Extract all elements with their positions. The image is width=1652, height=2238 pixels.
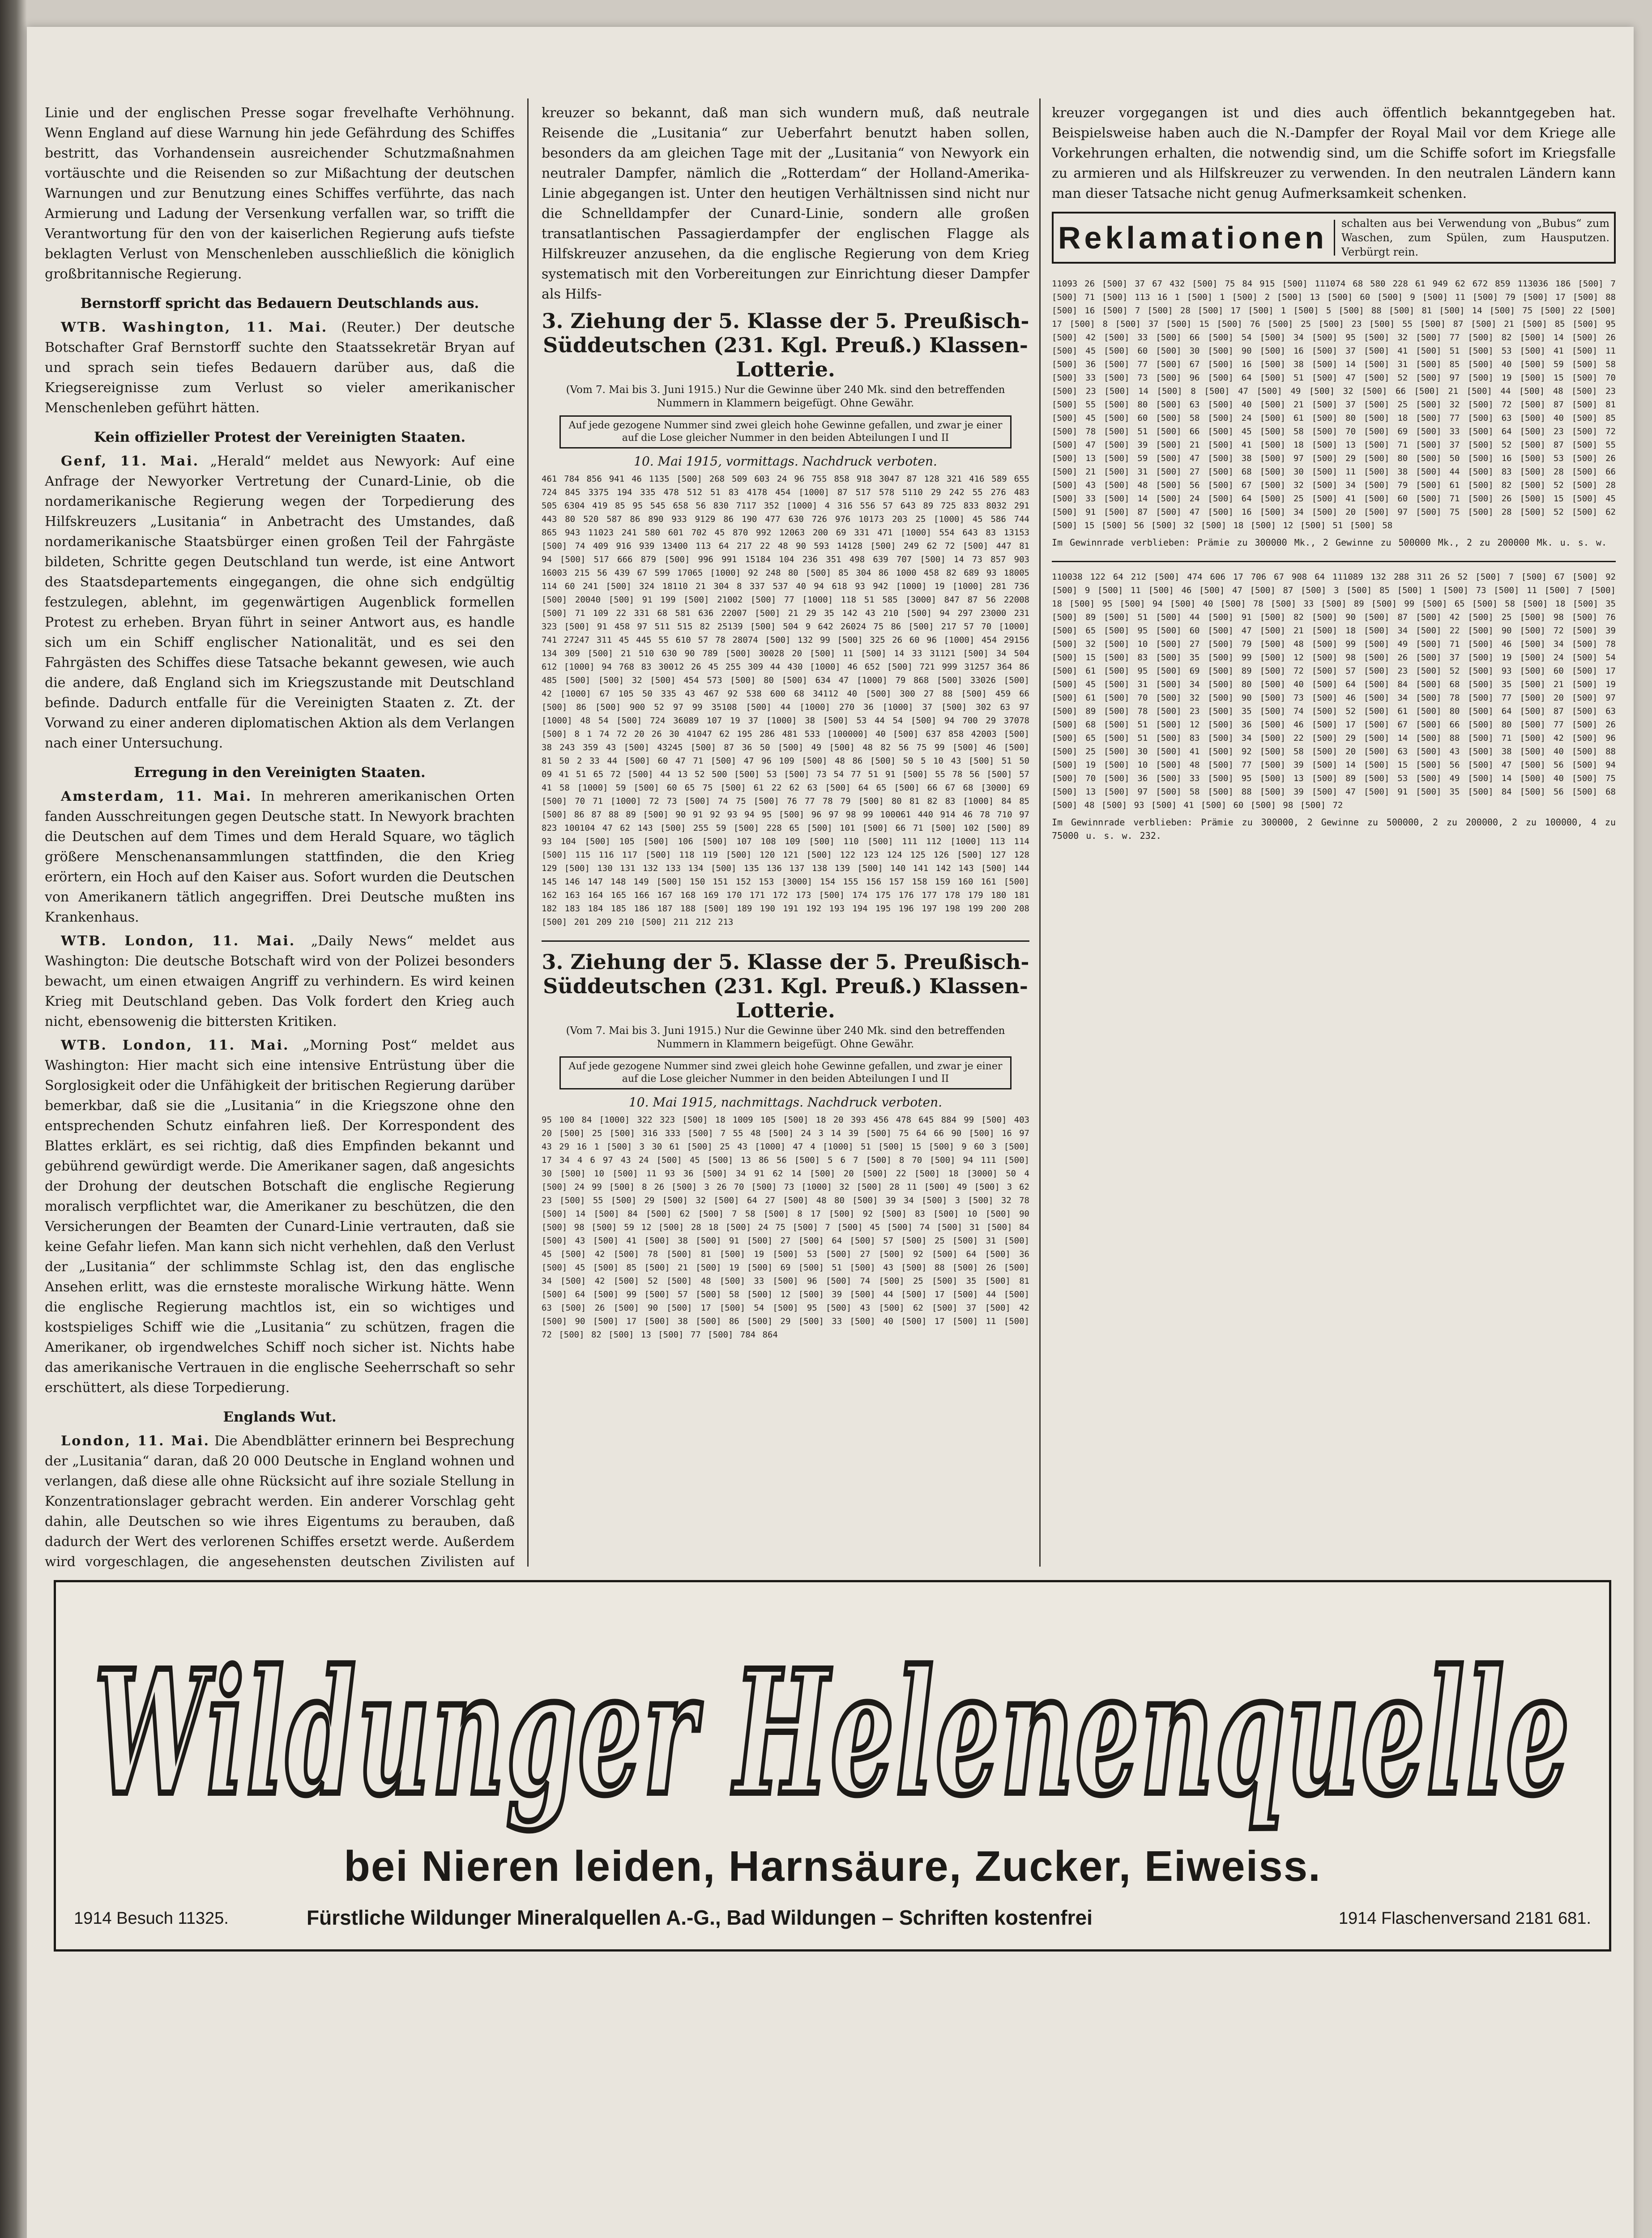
- lottery-list-afternoon: [542, 950, 1029, 1341]
- article-paragraph: [45, 1431, 515, 1571]
- reklamationen-ad: [1052, 212, 1616, 264]
- column-rule: [527, 98, 529, 1567]
- continuation-paragraph: kreuzer vorgegangen ist und dies auch öffentlich bekanntgegeben hat. Beispielsweise haben auch die N.-Dampfer der Royal Mail vor dem Kriege alle Vorkehrungen erhalten, die notwendig sind, um die Schiffe sofort im Kriegsfalle zu armieren und als Hilfskreuzer zu verwenden. In den neutralen Ländern kann man dieser Tatsache nicht genug Aufmerksamkeit schenken.: [1052, 105, 1616, 201]
- continuation-paragraph: kreuzer so bekannt, daß man sich wundern muß, daß neutrale Reisende die „Lusitania“ zur Ueberfahrt benutzt haben sollen, besonders da am gleichen Tage mit der „Lusitania“ von Newyork ein neutraler Dampfer, nämlich die „Rotterdam“ der Holland-Amerika-Linie abgegangen ist. Unter den heutigen Verhältnissen sind nicht nur die Schnelldampfer der Cunard-Linie, sondern alle großen transatlantischen Passagierdampfer der englischen Flagge als Hilfskreuzer anzusehen, da die englische Regierung von dem Krieg systematisch mit den Vorbereitungen zur Einrichtung dieser Dampfer als Hilfs-: [542, 105, 1029, 302]
- lottery-date: 10. Mai 1915, nachmittags. Nachdruck verboten.: [628, 1095, 943, 1110]
- lottery-title: 3. Ziehung der 5. Klasse der 5. Preußisch-Süddeutschen (231. Kgl. Preuß.) Klassen-Lotterie.: [542, 309, 1029, 381]
- headline-excitement: Erregung in den Vereinigten Staaten.: [134, 765, 426, 781]
- reklamationen-text: schalten aus bei Verwendung von „Bubus“ zum Waschen, zum Spülen, zum Hausputzen. Verbürgt rein.: [1341, 217, 1609, 258]
- dateline: WTB. London, 11. Mai.: [61, 1038, 290, 1053]
- article-paragraph: [45, 317, 515, 418]
- lower-page-blank: [45, 1965, 1616, 2238]
- dateline: WTB. London, 11. Mai.: [61, 933, 296, 949]
- dateline: WTB. Washington, 11. Mai.: [61, 320, 328, 335]
- article-text: (Reuter.) Der deutsche Botschafter Graf Bernstorff suchte den Staatssekretär Bryan auf und sprach sein tiefes Bedauern darüber aus, daß die Kriegsereignisse zum Verlust so vieler amerikanischer Menschenleben geführt hätten.: [45, 320, 515, 416]
- column-rule: [1039, 98, 1041, 1567]
- lottery-note: (Vom 7. Mai bis 3. Juni 1915.) Nur die Gewinne über 240 Mk. sind den betreffenden Nummern in Klammern beigefügt. Ohne Gewähr.: [566, 1025, 1005, 1050]
- lottery-date: 10. Mai 1915, vormittags. Nachdruck verboten.: [634, 454, 937, 469]
- ad-script-headline: [56, 1582, 1609, 1949]
- newspaper-page: [27, 27, 1634, 2238]
- lottery-numbers: 95 100 84 [1000] 322 323 [500] 18 1009 105 [500] 18 20 393 456 478 645 884 99 [500] 403 20 [500] 25 [500] 316 333 [500] 7 55 48 [500] 24 3 14 39 [500] 75 64 66 90 [500] 16 97 43 29 16 1 [500] 3 30 61 [500] 25 43 [1000] 47 4 [1000] 51 [500] 15 [500] 9 60 3 [500] 17 34 4 6 97 43 24 [500] 45 [500] 13 86 56 [500] 5 6 7 [500] 8 70 [500] 94 111 [500] 30 [500] 10 [500] 11 93 36 [500] 34 91 62 14 [500] 20 [500] 22 [500] 18 [3000] 50 4 [500] 24 99 [500] 8 26 [500] 3 26 70 [500] 73 [1000] 32 [500] 28 11 [500] 49 [500] 3 62 23 [500] 55 [500] 29 [500] 32 [500] 64 27 [500] 48 80 [500] 39 34 [500] 3 [500] 32 78 [500] 14 [500] 84 [500] 62 [500] 7 58 [500] 8 17 [500] 92 [500] 83 [500] 10 [500] 90 [500] 98 [500] 59 12 [500] 28 18 [500] 24 75 [500] 7 [500] 45 [500] 74 [500] 31 [500] 84 [500] 43 [500] 41 [500] 38 [500] 91 [500] 27 [500] 64 [500] 57 [500] 25 [500] 31 [500] 45 [500] 42 [500] 78 [500] 81 [500] 19 [500] 53 [500] 27 [500] 92 [500] 64 [500] 36 [500] 45 [500] 85 [500] 21 [500] 19 [500] 69 [500] 51 [500] 43 [500] 88 [500] 26 [500] 34 [500] 42 [500] 52 [500] 48 [500] 33 [500] 96 [500] 74 [500] 25 [500] 35 [500] 81 [500] 64 [500] 99 [500] 57 [500] 58 [500] 12 [500] 39 [500] 44 [500] 17 [500] 44 [500] 63 [500] 26 [500] 90 [500] 17 [500] 54 [500] 95 [500] 43 [500] 62 [500] 37 [500] 42 [500] 90 [500] 17 [500] 38 [500] 86 [500] 29 [500] 33 [500] 40 [500] 17 [500] 11 [500] 72 [500] 82 [500] 13 [500] 77 [500] 784 864: [542, 1115, 1029, 1340]
- headline-no-protest: Kein offizieller Protest der Vereinigten Staaten.: [94, 429, 466, 445]
- article-text: „Herald“ meldet aus Newyork: Auf eine Anfrage der Newyorker Vertretung der Cunard-Linie, ob die nordamerikanische Regierung wegen der Torpedierung des Hilfskreuzers „Lusitania“ in Anbetracht des Umstandes, daß nordamerikanische Staatsbürger einen großen Teil der Fahrgäste bildeten, Schritte gegen Deutschland tun werde, ist eine Antwort des Staatsdepartements eingegangen, die ohne sich endgültig festzulegen, ablehnt, im gegenwärtigen Augenblick formellen Protest zu erheben. Bryan führt in seiner Antwort aus, es handle sich um ein Schiff englischer Nationalität, und es sei den Fahrgästen des Schiffes diese Tatsache bekannt gewesen, wie auch die andere, daß England sich im Kriegszustande mit Deutschland befinde. Dadurch entfalle für die Vereinigten Staaten z. Zt. der Vorwand zu einer anderen diplomatischen Aktion als dem Verlangen nach einer Untersuchung.: [45, 453, 515, 751]
- lottery-numbers: 11093 26 [500] 37 67 432 [500] 75 84 915 [500] 111074 68 580 228 61 949 62 672 859 113036 186 [500] 7 [500] 71 [500] 113 16 1 [500] 1 [500] 2 [500] 13 [500] 60 [500] 9 [500] 11 [500] 79 [500] 17 [500] 88 [500] 16 [500] 7 [500] 28 [500] 17 [500] 1 [500] 5 [500] 88 [500] 81 [500] 14 [500] 75 [500] 22 [500] 17 [500] 8 [500] 37 [500] 15 [500] 76 [500] 25 [500] 23 [500] 55 [500] 87 [500] 21 [500] 85 [500] 95 [500] 42 [500] 33 [500] 66 [500] 54 [500] 34 [500] 95 [500] 32 [500] 77 [500] 82 [500] 14 [500] 26 [500] 45 [500] 60 [500] 30 [500] 90 [500] 16 [500] 37 [500] 41 [500] 51 [500] 53 [500] 41 [500] 11 [500] 36 [500] 77 [500] 67 [500] 16 [500] 38 [500] 14 [500] 31 [500] 85 [500] 40 [500] 59 [500] 58 [500] 33 [500] 73 [500] 96 [500] 64 [500] 51 [500] 47 [500] 52 [500] 97 [500] 19 [500] 15 [500] 70 [500] 23 [500] 14 [500] 8 [500] 47 [500] 49 [500] 32 [500] 66 [500] 21 [500] 44 [500] 48 [500] 23 [500] 55 [500] 80 [500] 63 [500] 40 [500] 21 [500] 37 [500] 25 [500] 32 [500] 72 [500] 87 [500] 81 [500] 45 [500] 60 [500] 58 [500] 24 [500] 61 [500] 80 [500] 18 [500] 77 [500] 63 [500] 40 [500] 85 [500] 78 [500] 51 [500] 66 [500] 45 [500] 58 [500] 70 [500] 69 [500] 33 [500] 64 [500] 23 [500] 72 [500] 47 [500] 39 [500] 21 [500] 41 [500] 18 [500] 13 [500] 71 [500] 37 [500] 52 [500] 87 [500] 55 [500] 13 [500] 59 [500] 47 [500] 38 [500] 97 [500] 29 [500] 80 [500] 50 [500] 16 [500] 53 [500] 26 [500] 21 [500] 31 [500] 27 [500] 68 [500] 30 [500] 11 [500] 38 [500] 44 [500] 83 [500] 28 [500] 66 [500] 43 [500] 48 [500] 56 [500] 67 [500] 32 [500] 34 [500] 79 [500] 61 [500] 82 [500] 52 [500] 28 [500] 33 [500] 14 [500] 24 [500] 64 [500] 25 [500] 41 [500] 60 [500] 71 [500] 26 [500] 15 [500] 45 [500] 91 [500] 87 [500] 47 [500] 16 [500] 34 [500] 20 [500] 97 [500] 75 [500] 28 [500] 52 [500] 62 [500] 15 [500] 56 [500] 32 [500] 18 [500] 12 [500] 51 [500] 58: [1052, 279, 1616, 530]
- lottery-numbers: 461 784 856 941 46 1135 [500] 268 509 603 24 96 755 858 918 3047 87 128 321 416 589 655 724 845 3375 194 335 478 512 51 83 4178 454 [1000] 87 517 578 5110 29 242 55 276 483 505 6304 419 85 95 545 658 56 830 7117 352 [1000] 4 316 556 57 643 89 725 833 8032 291 443 80 520 587 86 890 933 9129 86 190 477 630 726 976 10173 203 25 [1000] 45 586 744 865 943 11023 241 580 601 702 45 870 992 12063 200 69 331 471 [1000] 554 643 83 13153 [500] 74 409 916 939 13400 113 64 217 22 48 90 593 14128 [500] 249 62 72 [500] 447 81 94 [500] 517 666 879 [500] 996 991 15184 104 236 351 498 639 707 [500] 14 73 857 903 16003 215 56 439 67 599 17065 [1000] 92 248 80 [500] 85 304 86 1000 458 82 689 93 18005 114 60 241 [500] 324 18110 21 304 8 337 537 40 94 618 93 942 [1000] 19 [1000] 281 736 [500] 20040 [500] 91 199 [500] 21002 [500] 77 [1000] 118 51 585 [3000] 847 87 56 22008 [500] 71 109 22 331 68 581 636 22007 [500] 21 29 35 142 43 210 [500] 94 297 23000 231 323 [500] 91 458 97 511 515 82 25139 [500] 504 9 642 26024 75 86 [500] 217 57 70 [1000] 741 27247 311 45 445 55 610 57 78 28074 [500] 132 99 [500] 325 26 60 96 [1000] 454 29156 134 309 [500] 21 510 630 90 789 [500] 30028 20 [500] 11 [500] 14 33 31121 [500] 34 504 612 [1000] 94 768 83 30012 26 45 255 309 44 430 [1000] 46 652 [500] 721 999 31257 364 86 485 [500] [500] 32 [500] 454 573 [500] 80 [500] 634 47 [1000] 79 868 [500] 33026 [500] 42 [1000] 67 105 50 335 43 467 92 538 600 68 34112 40 [500] 300 27 88 [500] 459 66 [500] 86 [500] 900 52 97 99 35108 [500] 44 [1000] 270 36 [1000] 37 [500] 302 63 97 [1000] 48 54 [500] 724 36089 107 19 37 [1000] 38 [500] 53 44 54 [500] 94 700 29 37078 [500] 8 1 74 72 20 26 30 41047 62 195 286 481 533 [100000] 40 [500] 637 858 42003 [500] 38 243 359 43 [500] 43245 [500] 87 36 50 [500] 49 [500] 48 82 56 75 99 [500] 46 [500] 81 50 2 33 44 [500] 60 47 71 [500] 47 96 109 [500] 48 86 [500] 50 5 10 43 [500] 51 50 09 41 51 65 72 [500] 44 13 52 500 [500] 53 [500] 73 54 77 51 91 [500] 55 78 56 [500] 57 41 58 [1000] 59 [500] 60 65 75 [500] 61 22 62 63 [500] 64 65 [500] 66 67 68 [3000] 69 [500] 70 71 [1000] 72 73 [500] 74 75 [500] 76 77 78 79 [500] 80 81 82 83 [1000] 84 85 [500] 86 87 88 89 [500] 90 91 92 93 94 95 [500] 96 97 98 99 100061 440 914 46 78 710 97 823 100104 47 62 143 [500] 255 59 [500] 228 65 [500] 101 [500] 66 71 [500] 102 [500] 89 93 104 [500] 105 [500] 106 [500] 107 108 109 [500] 110 [500] 111 112 [1000] 113 114 [500] 115 116 117 [500] 118 119 [500] 120 121 [500] 122 123 124 125 126 [500] 127 128 129 [500] 130 131 132 133 134 [500] 135 136 137 138 139 [500] 140 141 142 143 [500] 144 145 146 147 148 149 [500] 150 151 152 153 [3000] 154 155 156 157 158 159 160 161 [500] 162 163 164 165 166 167 168 169 170 171 172 173 [500] 174 175 176 177 178 179 180 181 182 183 184 185 186 187 188 [500] 189 190 191 192 193 194 195 196 197 198 199 200 208 [500] 201 209 210 [500] 211 212 213: [542, 474, 1029, 927]
- lottery-note: (Vom 7. Mai bis 3. Juni 1915.) Nur die Gewinne über 240 Mk. sind den betreffenden Nummern in Klammern beigefügt. Ohne Gewähr.: [566, 384, 1005, 409]
- lottery-remaining-note: Im Gewinnrade verblieben: Prämie zu 300000, 2 Gewinne zu 500000, 2 zu 200000, 2 zu 100000, 4 zu 75000 u. s. w. 232.: [1052, 817, 1616, 841]
- article-paragraph: [45, 1035, 515, 1398]
- middle-column: [542, 103, 1029, 1571]
- section-divider: [542, 940, 1029, 942]
- section-divider: [1052, 561, 1616, 562]
- lottery-notice-box: Auf jede gezogene Nummer sind zwei gleich hohe Gewinne gefallen, und zwar je einer auf die Lose gleicher Nummer in den beiden Abteilungen I und II: [559, 415, 1012, 448]
- article-text: „Daily News“ meldet aus Washington: Die deutsche Botschaft wird von der Polizei besonders bewacht, um einen etwaigen Angriff zu verhindern. Es wird keinen Krieg mit Deutschland geben. Das Volk fordert den Krieg auch nicht, ebensowenig die bittersten Kritiken.: [45, 933, 515, 1029]
- right-column: [1052, 103, 1616, 1571]
- headline-england-rage: Englands Wut.: [223, 1409, 337, 1425]
- ad-headline: Wildunger Helenenquelle: [94, 1633, 1571, 1833]
- article-paragraph: [45, 931, 515, 1032]
- page-binding: [0, 0, 27, 2238]
- lottery-notice-box: Auf jede gezogene Nummer sind zwei gleich hohe Gewinne gefallen, und zwar je einer auf die Lose gleicher Nummer in den beiden Abteilungen I und II: [559, 1056, 1012, 1089]
- ad-visitors: 1914 Besuch 11325.: [74, 1909, 229, 1928]
- ad-company: Fürstliche Wildunger Mineralquellen A.-G., Bad Wildungen – Schriften kostenfrei: [307, 1906, 1093, 1929]
- dateline: Genf, 11. Mai.: [61, 453, 200, 469]
- dateline: London, 11. Mai.: [61, 1433, 210, 1449]
- article-text: In mehreren amerikanischen Orten fanden Ausschreitungen gegen Deutsche statt. In Newyork brachten die Deutschen auf dem Times und dem Herald Square, wo täglich größere Menschenansammlungen stattfinden, die den Krieg erörtern, ein Hoch auf den Kaiser aus. Sofort wurden die Deutschen von Amerikanern tätlich angegriffen. Drei Deutsche mußten ins Krankenhaus.: [45, 789, 515, 925]
- article-text: „Morning Post“ meldet aus Washington: Hier macht sich eine intensive Entrüstung über die Sorglosigkeit oder die Unfähigkeit der britischen Regierung darüber bemerkbar, daß sie die „Lusitania“ in die Kriegszone ohne den entsprechenden Schutz einfahren ließ. Der Korrespondent des Blattes erklärt, es sei richtig, daß dies Empfinden bekannt und gebührend gewürdigt werde. Die Amerikaner sagen, daß angesichts der Drohung der deutschen Botschaft die englische Regierung moralisch verpflichtet war, die Amerikaner zu beschützen, die den Versicherungen der Beamten der Cunard-Linie vertrauten, daß sie keine Gefahr liefen. Man kann sich nicht verhehlen, daß den Verlust der „Lusitania“ der schlimmste Schlag ist, den das englische Ansehen erlitt, was die ernsteste moralische Wirkung hätte. Wenn die englische Regierung machtlos ist, ein so wichtiges und kostspieliges Schiff wie die „Lusitania“ zu schützen, fragen die Amerikaner, ob irgendwelches Schiff noch sicher ist. Nichts habe das amerikanische Vertrauen in die englische Seeherrschaft so sehr erschüttert, als diese Torpedierung.: [45, 1038, 515, 1396]
- reklamationen-heading: Reklamationen: [1058, 220, 1335, 256]
- ad-subline: bei Nieren leiden, Harnsäure, Zucker, Eiweiss.: [344, 1842, 1321, 1890]
- lottery-numbers: 110038 122 64 212 [500] 474 606 17 706 67 908 64 111089 132 288 311 26 52 [500] 7 [500] 67 [500] 92 [500] 9 [500] 11 [500] 46 [500] 47 [500] 87 [500] 3 [500] 85 [500] 1 [500] 73 [500] 11 [500] 7 [500] 18 [500] 95 [500] 94 [500] 40 [500] 78 [500] 33 [500] 89 [500] 99 [500] 65 [500] 58 [500] 18 [500] 35 [500] 89 [500] 51 [500] 44 [500] 91 [500] 82 [500] 90 [500] 87 [500] 42 [500] 25 [500] 98 [500] 76 [500] 65 [500] 95 [500] 60 [500] 47 [500] 21 [500] 18 [500] 34 [500] 22 [500] 90 [500] 72 [500] 39 [500] 32 [500] 10 [500] 27 [500] 79 [500] 48 [500] 99 [500] 49 [500] 71 [500] 46 [500] 34 [500] 78 [500] 15 [500] 83 [500] 35 [500] 99 [500] 12 [500] 98 [500] 26 [500] 37 [500] 19 [500] 24 [500] 54 [500] 61 [500] 95 [500] 69 [500] 89 [500] 72 [500] 57 [500] 23 [500] 52 [500] 93 [500] 60 [500] 17 [500] 45 [500] 31 [500] 34 [500] 80 [500] 40 [500] 64 [500] 84 [500] 68 [500] 35 [500] 21 [500] 19 [500] 61 [500] 70 [500] 32 [500] 90 [500] 73 [500] 46 [500] 34 [500] 78 [500] 77 [500] 20 [500] 97 [500] 89 [500] 78 [500] 23 [500] 35 [500] 74 [500] 52 [500] 61 [500] 80 [500] 64 [500] 87 [500] 63 [500] 68 [500] 51 [500] 12 [500] 36 [500] 46 [500] 17 [500] 67 [500] 66 [500] 80 [500] 77 [500] 26 [500] 65 [500] 51 [500] 83 [500] 34 [500] 22 [500] 29 [500] 14 [500] 88 [500] 71 [500] 42 [500] 96 [500] 25 [500] 30 [500] 41 [500] 92 [500] 58 [500] 20 [500] 63 [500] 43 [500] 38 [500] 40 [500] 88 [500] 19 [500] 10 [500] 48 [500] 77 [500] 39 [500] 14 [500] 15 [500] 56 [500] 47 [500] 56 [500] 94 [500] 70 [500] 36 [500] 33 [500] 95 [500] 13 [500] 89 [500] 53 [500] 49 [500] 14 [500] 40 [500] 75 [500] 13 [500] 97 [500] 58 [500] 88 [500] 39 [500] 47 [500] 91 [500] 35 [500] 84 [500] 56 [500] 68 [500] 48 [500] 93 [500] 41 [500] 60 [500] 98 [500] 72: [1052, 572, 1616, 810]
- left-column: [45, 103, 515, 1571]
- intro-paragraph: Linie und der englischen Presse sogar frevelhafte Verhöhnung. Wenn England auf diese Warnung hin jede Gefährdung des Schiffes bestritt, das Vorhandensein ausreichender Schutzmaßnahmen vortäuschte und die Reisenden so zur Mißachtung der deutschen Warnungen und zur Benutzung eines Schiffes verführte, das nach Armierung und Ladung der Versenkung verfallen war, so trifft die Verantwortung für den von der kaiserlichen Regierung aufs tiefste beklagten Verlust von Menschenleben ausschließlich die königlich großbritannische Regierung.: [45, 105, 515, 282]
- article-text: Die Abendblätter erinnern bei Besprechung der „Lusitania“ daran, daß 20 000 Deutsche in England wohnen und verlangen, daß diese alle ohne Rücksicht auf ihre soziale Stellung in Konzentrationslager gebracht werden. Ein anderer Vorschlag geht dahin, alle Deutschen so wie ihres Eigentums zu berauben, daß dadurch der Wert des verlorenen Schiffes ersetzt werde. Außerdem wird vorgeschlagen, die angesehensten deutschen Zivilisten auf: [45, 1433, 515, 1570]
- lottery-title: 3. Ziehung der 5. Klasse der 5. Preußisch-Süddeutschen (231. Kgl. Preuß.) Klassen-Lotterie.: [542, 950, 1029, 1022]
- article-paragraph: [45, 786, 515, 927]
- article-paragraph: [45, 451, 515, 753]
- headline-bernstorff: Bernstorff spricht das Bedauern Deutschlands aus.: [80, 295, 479, 312]
- lottery-list-morning: [542, 309, 1029, 929]
- lottery-remaining-note: Im Gewinnrade verblieben: Prämie zu 300000 Mk., 2 Gewinne zu 500000 Mk., 2 zu 200000 Mk. u. s. w.: [1052, 537, 1607, 548]
- ad-bottles: 1914 Flaschenversand 2181 681.: [1338, 1909, 1591, 1928]
- helenenquelle-advertisement: [54, 1580, 1611, 1952]
- dateline: Amsterdam, 11. Mai.: [61, 789, 252, 804]
